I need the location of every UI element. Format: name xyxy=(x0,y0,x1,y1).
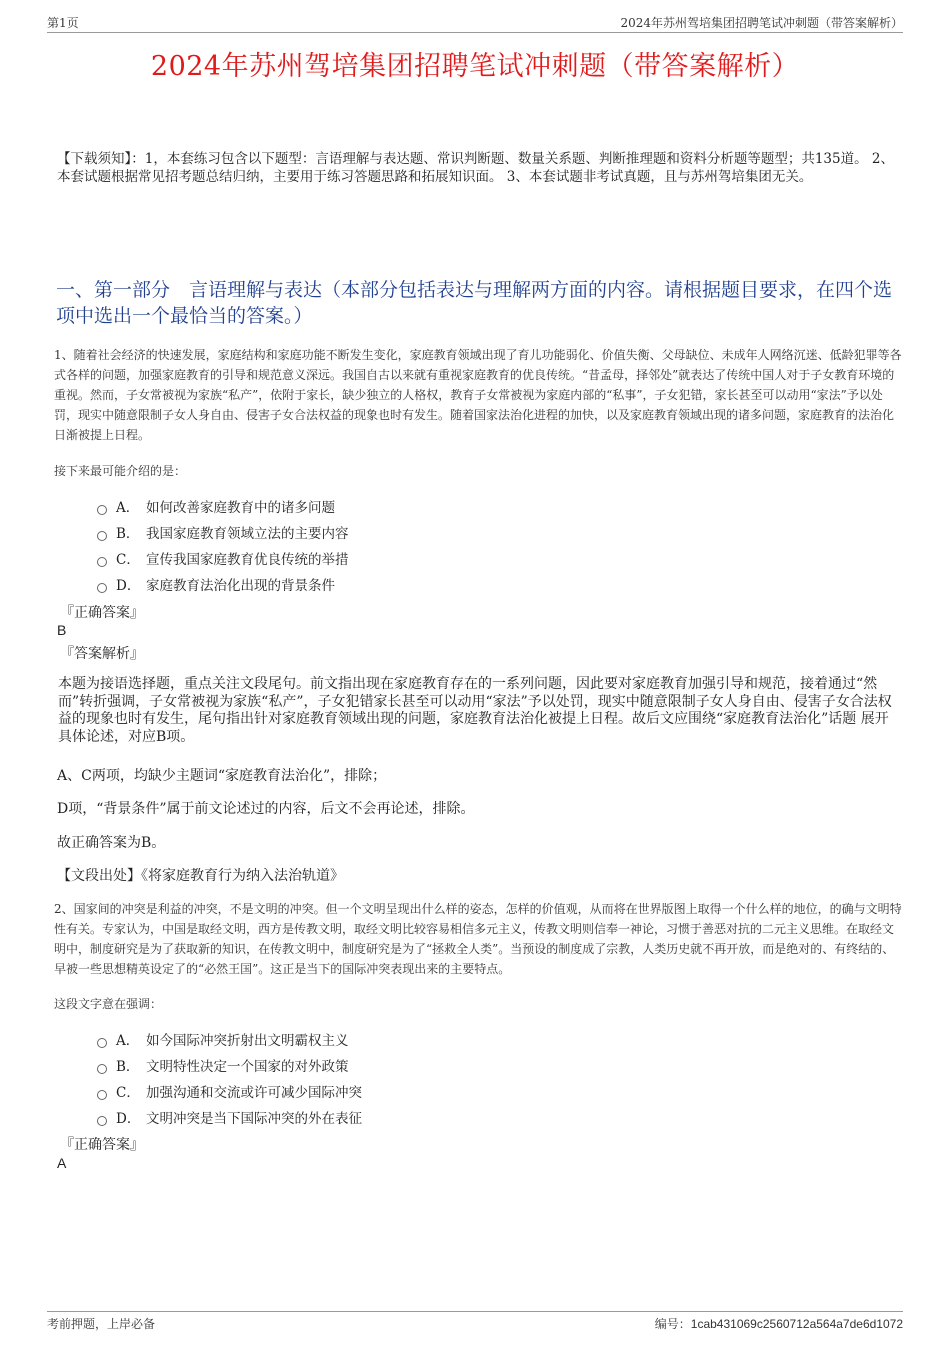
page-number: 第1页 xyxy=(47,16,79,30)
analysis-line-d: D项，“背景条件”属于前文论述过的内容，后文不会再论述，排除。 xyxy=(57,801,475,817)
option-c[interactable]: C． 宣传我国家庭教育优良传统的举措 xyxy=(97,545,349,571)
answer-label: 『正确答案』 xyxy=(60,605,144,621)
radio-button[interactable] xyxy=(97,1064,107,1074)
option-a[interactable]: A． 如今国际冲突折射出文明霸权主义 xyxy=(97,1026,362,1052)
analysis-label: 『答案解析』 xyxy=(60,646,144,662)
option-a[interactable]: A． 如何改善家庭教育中的诸多问题 xyxy=(97,493,349,519)
radio-button[interactable] xyxy=(97,557,107,567)
page-footer xyxy=(47,1311,903,1338)
radio-button[interactable] xyxy=(97,505,107,515)
option-d[interactable]: D． 家庭教育法治化出现的背景条件 xyxy=(97,571,349,597)
source-note: 【文段出处】《将家庭教育行为纳入法治轨道》 xyxy=(57,868,344,884)
radio-button[interactable] xyxy=(97,531,107,541)
analysis-line-ac: A、C两项，均缺少主题词“家庭教育法治化”，排除； xyxy=(57,768,387,784)
download-notice: 【下载须知】：1，本套练习包含以下题型：言语理解与表达题、常识判断题、数量关系题、判断推理题和资料分析题等题型；共135道。 2、本套试题根据常见招考题总结归纳，主要用于练习答题思路和拓展知识面。 3、本套试题非考试真题，且与苏州驾培集团无关。 xyxy=(57,151,894,185)
question-2-text: 2、国家间的冲突是利益的冲突，不是文明的冲突。但一个文明呈现出什么样的姿态，怎样的价值观，从而将在世界版图上取得一个什么样的地位，的确与文明特性有关。专家认为，中国是取经文明，西方是传教文明，取经文明比较容易相信多元主义，传教文明则信奉一神论，习惯于善恶对抗的二元主义思维。在取经文明中，制度研究是为了获取新的知识，在传教文明中，制度研究是为了“拯救全人类”。当预设的制度成了宗教，人类历史就不再开放，而是绝对的、有终结的、早被一些思想精英设定了的“必然王国”。这正是当下的国际冲突表现出来的主要特点。 xyxy=(54,902,902,976)
header-doc-title: 2024年苏州驾培集团招聘笔试冲刺题（带答案解析） xyxy=(620,16,903,30)
document-id-code: 1cab431069c2560712a564a7de6d1072 xyxy=(690,1317,903,1331)
answer-value: B xyxy=(57,622,67,638)
question-1-options xyxy=(97,493,349,597)
radio-button[interactable] xyxy=(97,1038,107,1048)
document-id-label: 编号： xyxy=(654,1317,691,1331)
radio-button[interactable] xyxy=(97,583,107,593)
option-d[interactable]: D． 文明冲突是当下国际冲突的外在表征 xyxy=(97,1104,362,1130)
option-c[interactable]: C． 加强沟通和交流或许可减少国际冲突 xyxy=(97,1078,362,1104)
footer-slogan: 考前押题，上岸必备 xyxy=(47,1317,156,1331)
question-1-prompt: 接下来最可能介绍的是： xyxy=(54,464,187,478)
answer-label: 『正确答案』 xyxy=(60,1137,144,1153)
page-header xyxy=(47,12,903,33)
section-title: 一、第一部分 言语理解与表达（本部分包括表达与理解两方面的内容。请根据题目要求，在四个选项中选出一个最恰当的答案。） xyxy=(56,279,893,327)
radio-button[interactable] xyxy=(97,1090,107,1100)
option-b[interactable]: B． 文明特性决定一个国家的对外政策 xyxy=(97,1052,362,1078)
question-2-options xyxy=(97,1026,362,1130)
analysis-text: 本题为接语选择题，重点关注文段尾句。前文指出现在家庭教育存在的一系列问题，因此要对家庭教育加强引导和规范，接着通过“然而”转折强调，子女常被视为家族“私产”，子女犯错家长甚至可以动用“家法”予以处罚，现实中随意限制子女人身自由、侵害子女合法权益的现象也时有发生，尾句指出针对家庭教育领域出现的问题，家庭教育法治化被提上日程。故后文应围绕“家庭教育法治化”话题 展开 具体论述，对应B项。 xyxy=(58,676,892,745)
document-title: 2024年苏州驾培集团招聘笔试冲刺题（带答案解析） xyxy=(150,51,800,82)
radio-button[interactable] xyxy=(97,1116,107,1126)
option-b[interactable]: B． 我国家庭教育领域立法的主要内容 xyxy=(97,519,349,545)
answer-value: A xyxy=(57,1155,67,1171)
question-2-prompt: 这段文字意在强调： xyxy=(54,997,163,1011)
document-id xyxy=(655,1315,903,1332)
analysis-conclusion: 故正确答案为B。 xyxy=(57,835,166,851)
question-1-text: 1、随着社会经济的快速发展，家庭结构和家庭功能不断发生变化，家庭教育领域出现了育儿功能弱化、价值失衡、父母缺位、未成年人网络沉迷、低龄犯罪等各式各样的问题，加强家庭教育的引导和规范意义深远。我国自古以来就有重视家庭教育的优良传统。“昔孟母，择邻处”就表达了传统中国人对于子女教育环境的重视。然而，子女常被视为家族“私产”，依附于家长，缺少独立的人格权，教育子女常被视为家庭内部的“私事”，子女犯错，家长甚至可以动用“家法”予以处罚，现实中随意限制子女人身自由、侵害子女合法权益的现象也时有发生。随着国家法治化进程的加快，以及家庭教育领域出现的诸多问题，家庭教育的法治化日渐被提上日程。 xyxy=(54,348,902,442)
